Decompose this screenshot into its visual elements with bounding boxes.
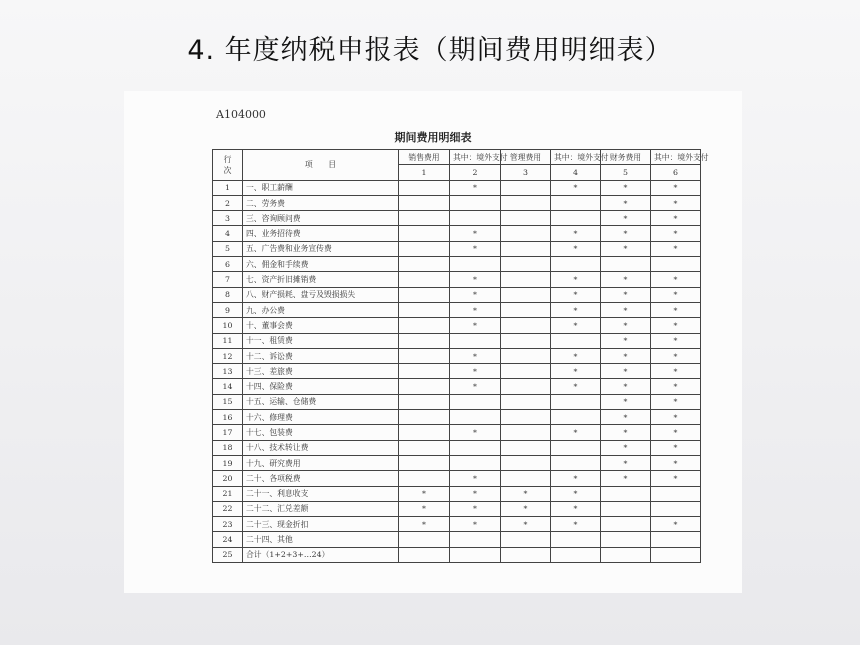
form-sheet: [124, 91, 742, 593]
table-row: [213, 379, 701, 394]
sales-expense-cell: [399, 348, 450, 363]
sales-overseas-cell: *: [450, 471, 501, 486]
item-name-cell: 十四、保险费: [243, 379, 399, 394]
table-row: [213, 547, 701, 562]
admin-expense-cell: *: [501, 501, 551, 516]
sales-overseas-cell: *: [450, 318, 501, 333]
finance-overseas-cell: [651, 257, 701, 272]
admin-overseas-cell: *: [551, 318, 601, 333]
table-row: [213, 455, 701, 470]
finance-expense-cell: *: [601, 348, 651, 363]
finance-overseas-cell: *: [651, 364, 701, 379]
admin-overseas-cell: [551, 195, 601, 210]
sales-overseas-cell: [450, 394, 501, 409]
admin-overseas-cell: *: [551, 425, 601, 440]
table-row: [213, 272, 701, 287]
admin-expense-cell: [501, 333, 551, 348]
finance-overseas-cell: [651, 547, 701, 562]
finance-overseas-cell: *: [651, 455, 701, 470]
admin-overseas-cell: *: [551, 379, 601, 394]
sales-expense-cell: *: [399, 517, 450, 532]
table-row: [213, 532, 701, 547]
header-col-6: 其中：境外支付: [651, 150, 701, 165]
item-name-cell: 十九、研究费用: [243, 455, 399, 470]
header-col-2: 其中：境外支付: [450, 150, 501, 165]
finance-expense-cell: [601, 517, 651, 532]
finance-overseas-cell: *: [651, 348, 701, 363]
column-number: 2: [450, 165, 501, 180]
line-number-cell: 2: [213, 195, 243, 210]
line-number-cell: 20: [213, 471, 243, 486]
line-number-cell: 8: [213, 287, 243, 302]
item-name-cell: 合计（1+2+3+…24）: [243, 547, 399, 562]
sales-expense-cell: [399, 410, 450, 425]
header-col-4: 其中：境外支付: [551, 150, 601, 165]
sales-overseas-cell: *: [450, 180, 501, 195]
item-name-cell: 二十、各项税费: [243, 471, 399, 486]
item-name-cell: 五、广告费和业务宣传费: [243, 241, 399, 256]
admin-expense-cell: [501, 257, 551, 272]
item-name-cell: 三、咨询顾问费: [243, 211, 399, 226]
admin-expense-cell: [501, 440, 551, 455]
slide-title: 4. 年度纳税申报表（期间费用明细表）: [187, 35, 673, 66]
admin-overseas-cell: *: [551, 302, 601, 317]
item-name-cell: 二十四、其他: [243, 532, 399, 547]
table-row: [213, 226, 701, 241]
finance-overseas-cell: *: [651, 379, 701, 394]
sales-expense-cell: [399, 440, 450, 455]
table-row: [213, 517, 701, 532]
item-name-cell: 十七、包装费: [243, 425, 399, 440]
admin-expense-cell: [501, 287, 551, 302]
table-row: [213, 241, 701, 256]
sales-expense-cell: [399, 180, 450, 195]
item-name-cell: 一、职工薪酬: [243, 180, 399, 195]
finance-overseas-cell: *: [651, 195, 701, 210]
admin-overseas-cell: [551, 333, 601, 348]
finance-expense-cell: *: [601, 272, 651, 287]
sales-overseas-cell: *: [450, 517, 501, 532]
sales-overseas-cell: [450, 211, 501, 226]
admin-expense-cell: [501, 302, 551, 317]
sales-expense-cell: [399, 241, 450, 256]
sales-expense-cell: [399, 471, 450, 486]
table-row: [213, 180, 701, 195]
admin-overseas-cell: *: [551, 517, 601, 532]
admin-expense-cell: [501, 471, 551, 486]
finance-overseas-cell: [651, 532, 701, 547]
admin-overseas-cell: *: [551, 364, 601, 379]
finance-expense-cell: [601, 532, 651, 547]
admin-overseas-cell: *: [551, 348, 601, 363]
sales-overseas-cell: *: [450, 501, 501, 516]
finance-overseas-cell: *: [651, 318, 701, 333]
sales-overseas-cell: *: [450, 486, 501, 501]
line-number-cell: 16: [213, 410, 243, 425]
item-name-cell: 八、财产损耗、盘亏及毁损损失: [243, 287, 399, 302]
admin-expense-cell: [501, 425, 551, 440]
finance-expense-cell: *: [601, 455, 651, 470]
header-row: [213, 150, 701, 165]
line-number-cell: 24: [213, 532, 243, 547]
finance-overseas-cell: *: [651, 517, 701, 532]
table-row: [213, 471, 701, 486]
table-row: [213, 364, 701, 379]
line-number-cell: 9: [213, 302, 243, 317]
admin-expense-cell: [501, 364, 551, 379]
admin-expense-cell: [501, 226, 551, 241]
admin-expense-cell: [501, 455, 551, 470]
finance-expense-cell: *: [601, 333, 651, 348]
table-row: [213, 410, 701, 425]
admin-overseas-cell: *: [551, 501, 601, 516]
line-number-cell: 1: [213, 180, 243, 195]
line-number-cell: 23: [213, 517, 243, 532]
column-number: 4: [551, 165, 601, 180]
item-name-cell: 十二、诉讼费: [243, 348, 399, 363]
header-item: 项 目: [243, 150, 399, 181]
finance-overseas-cell: *: [651, 333, 701, 348]
table-row: [213, 348, 701, 363]
line-number-cell: 25: [213, 547, 243, 562]
table-row: [213, 440, 701, 455]
line-number-cell: 6: [213, 257, 243, 272]
sales-expense-cell: [399, 257, 450, 272]
finance-expense-cell: *: [601, 287, 651, 302]
sales-overseas-cell: *: [450, 302, 501, 317]
finance-overseas-cell: *: [651, 226, 701, 241]
finance-expense-cell: *: [601, 318, 651, 333]
header-col-1: 销售费用: [399, 150, 450, 165]
finance-overseas-cell: *: [651, 180, 701, 195]
admin-overseas-cell: [551, 257, 601, 272]
finance-overseas-cell: *: [651, 272, 701, 287]
sales-overseas-cell: [450, 195, 501, 210]
sales-overseas-cell: *: [450, 364, 501, 379]
sales-overseas-cell: *: [450, 379, 501, 394]
admin-expense-cell: [501, 410, 551, 425]
admin-overseas-cell: *: [551, 471, 601, 486]
admin-overseas-cell: *: [551, 241, 601, 256]
table-row: [213, 501, 701, 516]
finance-expense-cell: *: [601, 471, 651, 486]
finance-overseas-cell: *: [651, 211, 701, 226]
line-number-cell: 15: [213, 394, 243, 409]
admin-overseas-cell: [551, 547, 601, 562]
sales-overseas-cell: *: [450, 348, 501, 363]
table-row: [213, 211, 701, 226]
finance-expense-cell: *: [601, 394, 651, 409]
form-title: 期间费用明细表: [394, 131, 472, 144]
sales-expense-cell: [399, 195, 450, 210]
line-number-cell: 4: [213, 226, 243, 241]
admin-expense-cell: [501, 180, 551, 195]
admin-expense-cell: [501, 241, 551, 256]
item-name-cell: 七、资产折旧摊销费: [243, 272, 399, 287]
sales-expense-cell: [399, 364, 450, 379]
sales-expense-cell: [399, 302, 450, 317]
finance-expense-cell: *: [601, 379, 651, 394]
table-body: [213, 180, 701, 562]
column-number: 6: [651, 165, 701, 180]
item-name-cell: 二十二、汇兑差额: [243, 501, 399, 516]
finance-overseas-cell: *: [651, 440, 701, 455]
sales-expense-cell: *: [399, 486, 450, 501]
finance-overseas-cell: *: [651, 471, 701, 486]
finance-expense-cell: [601, 486, 651, 501]
table-row: [213, 302, 701, 317]
line-number-cell: 21: [213, 486, 243, 501]
finance-expense-cell: *: [601, 241, 651, 256]
finance-expense-cell: *: [601, 226, 651, 241]
finance-overseas-cell: [651, 501, 701, 516]
finance-expense-cell: *: [601, 211, 651, 226]
header-line-no: 行次: [213, 150, 243, 181]
sales-expense-cell: [399, 272, 450, 287]
table-row: [213, 425, 701, 440]
admin-expense-cell: [501, 547, 551, 562]
finance-overseas-cell: *: [651, 241, 701, 256]
item-name-cell: 二、劳务费: [243, 195, 399, 210]
item-name-cell: 十一、租赁费: [243, 333, 399, 348]
finance-expense-cell: *: [601, 195, 651, 210]
admin-expense-cell: [501, 532, 551, 547]
line-number-cell: 14: [213, 379, 243, 394]
sales-expense-cell: [399, 547, 450, 562]
sales-overseas-cell: [450, 547, 501, 562]
item-name-cell: 九、办公费: [243, 302, 399, 317]
line-number-cell: 10: [213, 318, 243, 333]
finance-expense-cell: *: [601, 440, 651, 455]
admin-expense-cell: [501, 348, 551, 363]
line-number-cell: 17: [213, 425, 243, 440]
admin-overseas-cell: [551, 410, 601, 425]
table-row: [213, 318, 701, 333]
form-code: A104000: [216, 108, 266, 121]
item-name-cell: 十、董事会费: [243, 318, 399, 333]
expense-table: [212, 149, 709, 563]
table-row: [213, 287, 701, 302]
header-col-3: 管理费用: [501, 150, 551, 165]
admin-overseas-cell: [551, 394, 601, 409]
admin-overseas-cell: [551, 455, 601, 470]
column-number: 5: [601, 165, 651, 180]
item-name-cell: 四、业务招待费: [243, 226, 399, 241]
sales-expense-cell: [399, 379, 450, 394]
finance-expense-cell: *: [601, 180, 651, 195]
admin-overseas-cell: [551, 532, 601, 547]
table-row: [213, 195, 701, 210]
admin-overseas-cell: *: [551, 272, 601, 287]
admin-expense-cell: [501, 318, 551, 333]
finance-overseas-cell: *: [651, 394, 701, 409]
sales-overseas-cell: *: [450, 425, 501, 440]
admin-overseas-cell: *: [551, 287, 601, 302]
sales-expense-cell: [399, 394, 450, 409]
table-row: [213, 333, 701, 348]
admin-expense-cell: [501, 195, 551, 210]
item-name-cell: 十八、技术转让费: [243, 440, 399, 455]
sales-overseas-cell: [450, 532, 501, 547]
sales-expense-cell: [399, 455, 450, 470]
sales-expense-cell: [399, 425, 450, 440]
line-number-cell: 12: [213, 348, 243, 363]
finance-expense-cell: [601, 547, 651, 562]
sales-overseas-cell: [450, 333, 501, 348]
table-row: [213, 257, 701, 272]
admin-overseas-cell: *: [551, 486, 601, 501]
sales-overseas-cell: *: [450, 241, 501, 256]
admin-overseas-cell: [551, 211, 601, 226]
sales-overseas-cell: [450, 440, 501, 455]
item-name-cell: 二十三、现金折扣: [243, 517, 399, 532]
sales-overseas-cell: *: [450, 226, 501, 241]
admin-overseas-cell: *: [551, 226, 601, 241]
finance-expense-cell: *: [601, 302, 651, 317]
item-name-cell: 十五、运输、仓储费: [243, 394, 399, 409]
finance-expense-cell: *: [601, 410, 651, 425]
sales-expense-cell: [399, 318, 450, 333]
table-row: [213, 486, 701, 501]
finance-overseas-cell: [651, 486, 701, 501]
line-number-cell: 7: [213, 272, 243, 287]
column-number: 1: [399, 165, 450, 180]
admin-expense-cell: [501, 211, 551, 226]
sales-expense-cell: [399, 532, 450, 547]
admin-expense-cell: *: [501, 486, 551, 501]
item-name-cell: 十三、差旅费: [243, 364, 399, 379]
sales-expense-cell: [399, 226, 450, 241]
finance-expense-cell: [601, 257, 651, 272]
sales-expense-cell: [399, 211, 450, 226]
item-name-cell: 二十一、利息收支: [243, 486, 399, 501]
sales-expense-cell: *: [399, 501, 450, 516]
item-name-cell: 十六、修理费: [243, 410, 399, 425]
sales-overseas-cell: *: [450, 287, 501, 302]
sales-overseas-cell: [450, 455, 501, 470]
finance-overseas-cell: *: [651, 410, 701, 425]
line-number-cell: 11: [213, 333, 243, 348]
admin-expense-cell: [501, 272, 551, 287]
sales-expense-cell: [399, 333, 450, 348]
sales-overseas-cell: *: [450, 272, 501, 287]
column-number: 3: [501, 165, 551, 180]
item-name-cell: 六、佣金和手续费: [243, 257, 399, 272]
sales-overseas-cell: [450, 257, 501, 272]
finance-expense-cell: [601, 501, 651, 516]
admin-expense-cell: [501, 379, 551, 394]
finance-expense-cell: *: [601, 425, 651, 440]
admin-overseas-cell: [551, 440, 601, 455]
finance-expense-cell: *: [601, 364, 651, 379]
table-row: [213, 394, 701, 409]
line-number-cell: 19: [213, 455, 243, 470]
admin-overseas-cell: *: [551, 180, 601, 195]
line-number-cell: 18: [213, 440, 243, 455]
line-number-cell: 5: [213, 241, 243, 256]
sales-expense-cell: [399, 287, 450, 302]
line-number-cell: 3: [213, 211, 243, 226]
admin-expense-cell: [501, 394, 551, 409]
line-number-cell: 22: [213, 501, 243, 516]
finance-overseas-cell: *: [651, 302, 701, 317]
finance-overseas-cell: *: [651, 287, 701, 302]
admin-expense-cell: *: [501, 517, 551, 532]
line-number-cell: 13: [213, 364, 243, 379]
finance-overseas-cell: *: [651, 425, 701, 440]
sales-overseas-cell: [450, 410, 501, 425]
header-col-5: 财务费用: [601, 150, 651, 165]
